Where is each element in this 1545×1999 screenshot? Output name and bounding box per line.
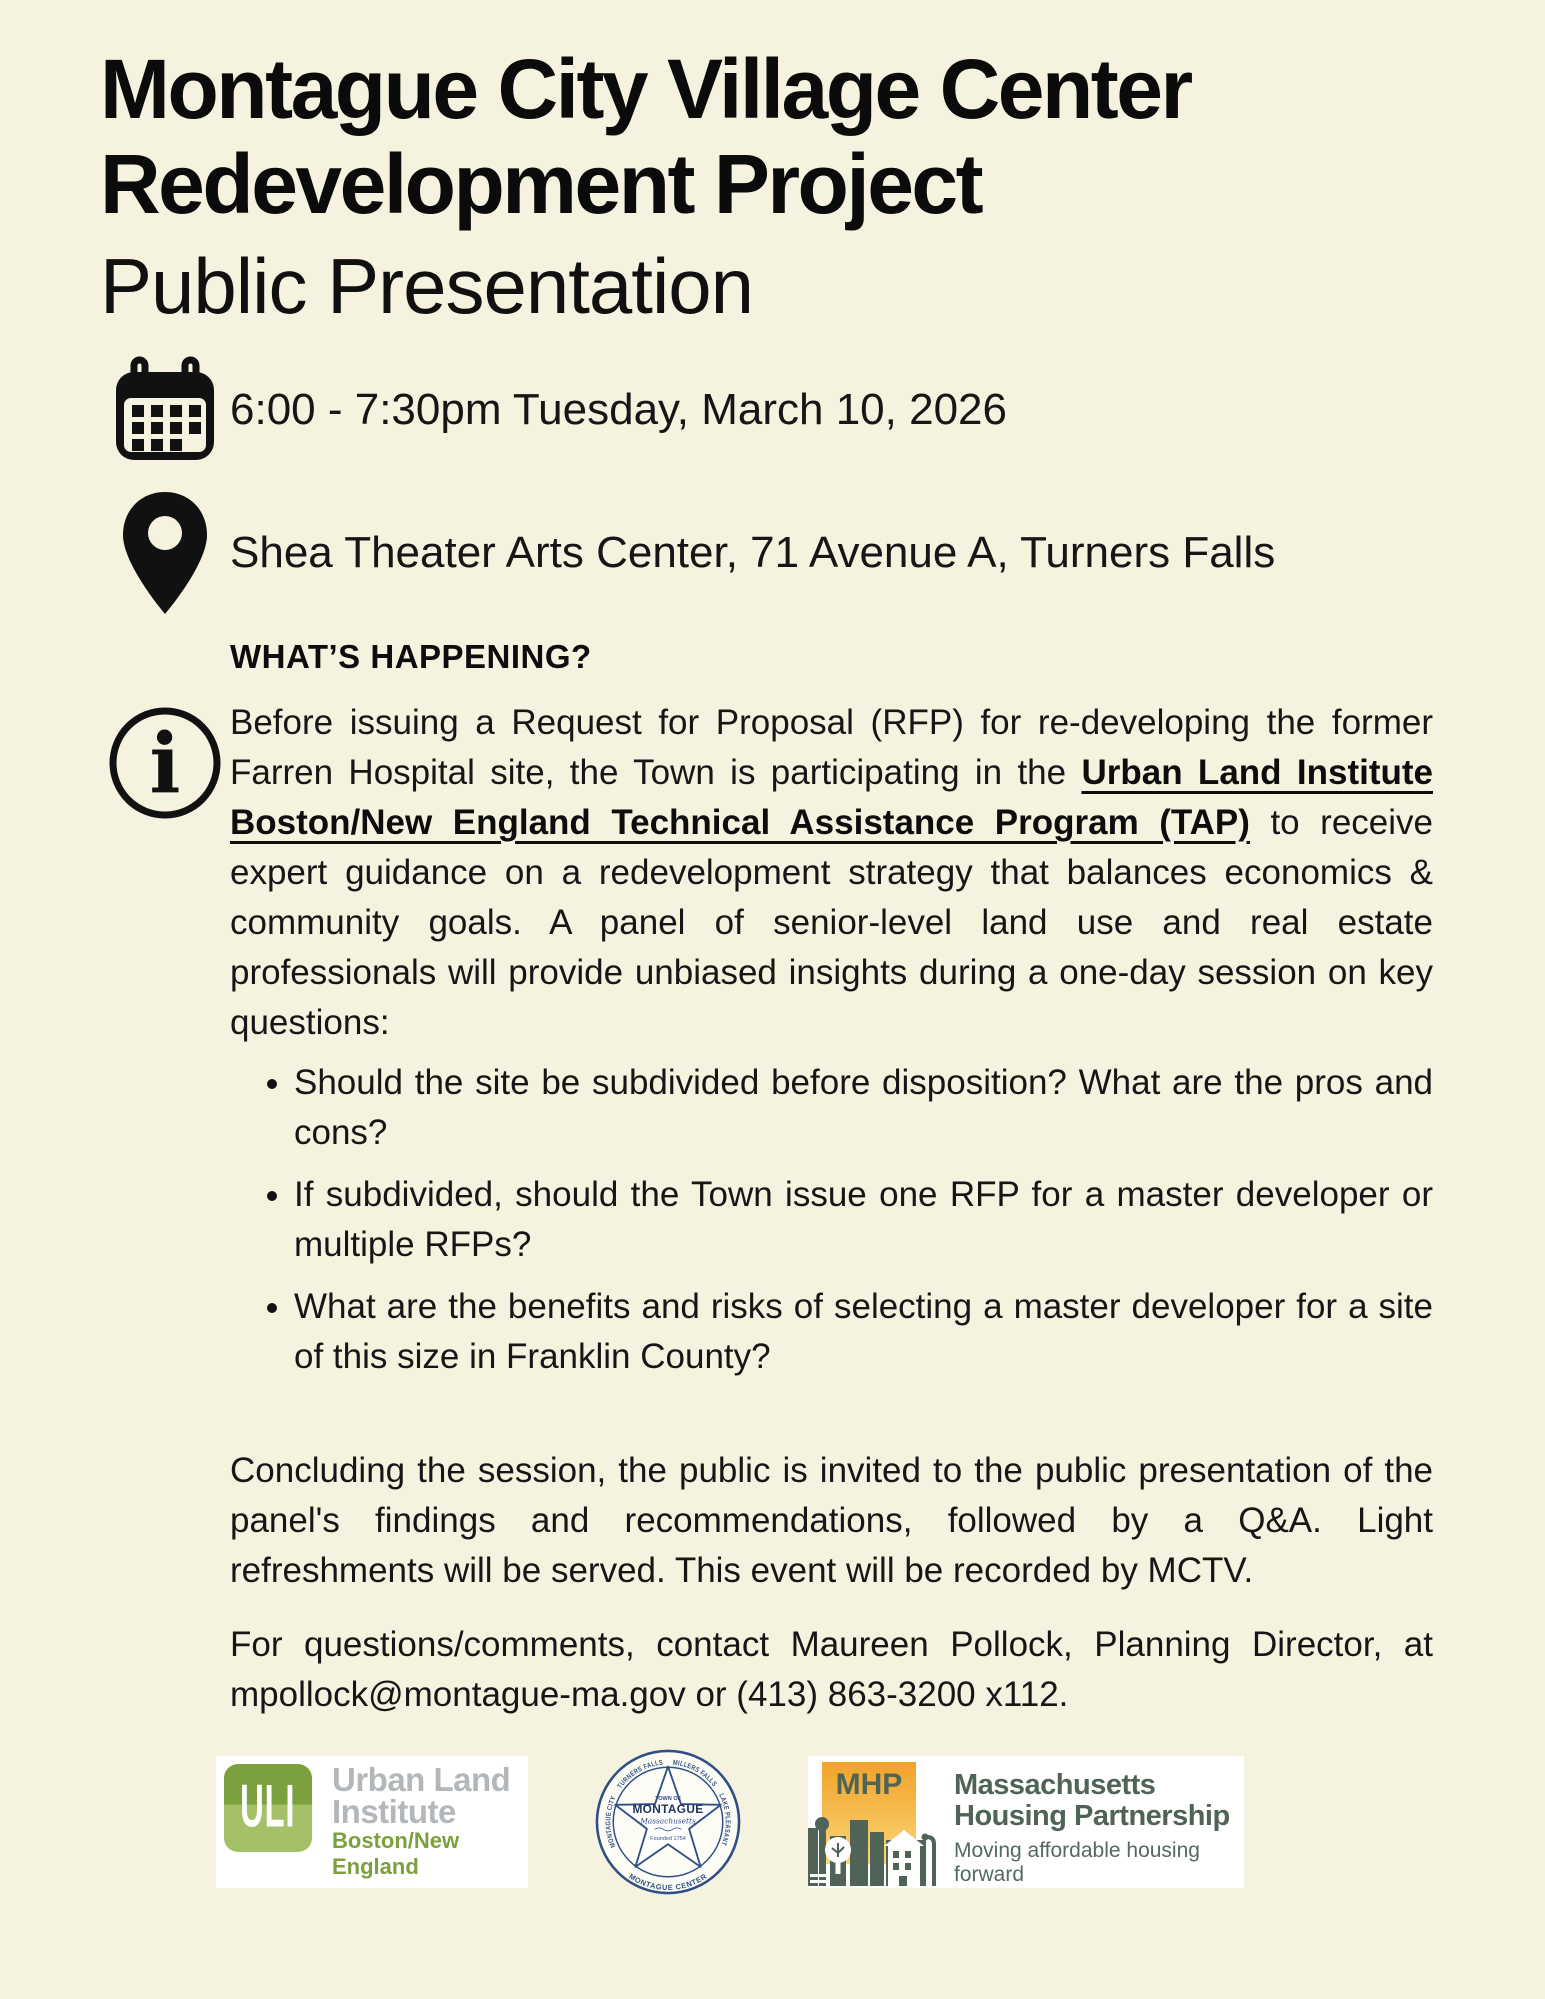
logos-row: [216, 1748, 1433, 1896]
intro-text-before: Before issuing a Request for Proposal (RFP) for re-developing the former Farren Hospital site, the Town is participating in the: [230, 702, 1433, 792]
title-line-1: Montague City Village Center: [100, 42, 1191, 136]
page-title: [100, 42, 1433, 232]
list-item: • What are the benefits and risks of selecting a master developer for a site of this size in Franklin County?: [294, 1282, 1433, 1382]
section-heading: WHAT’S HAPPENING?: [230, 637, 592, 675]
tap-program-link[interactable]: Urban Land Institute Boston/New England Technical Assistance Program (TAP): [230, 752, 1433, 842]
title-line-2: Redevelopment Project: [100, 136, 982, 231]
mhp-name: Massachusetts Housing Partnership: [954, 1768, 1230, 1832]
info-section: [100, 698, 1433, 1394]
uli-region: Boston/New England: [332, 1828, 460, 1880]
map-pin-icon: [115, 484, 215, 622]
event-datetime: 6:00 - 7:30pm Tuesday, March 10, 2026: [230, 384, 1007, 434]
closing-paragraph: Concluding the session, the public is invited to the public presentation of the panel's findings and recommendations, followed by a Q&A. Light refreshments will be served. This event will be recorded by MCTV.: [230, 1450, 1433, 1590]
datetime-row: [100, 356, 1433, 464]
event-location: Shea Theater Arts Center, 71 Avenue A, Turners Falls: [230, 527, 1276, 577]
contact-paragraph: For questions/comments, contact Maureen Pollock, Planning Director, at mpollock@montague-ma.gov or (413) 863-3200 x112.: [230, 1624, 1433, 1714]
info-icon: [106, 704, 224, 822]
seal-center-founded: Founded 1754: [650, 1835, 686, 1842]
uli-mark: [224, 1764, 312, 1852]
list-item: • If subdivided, should the Town issue one RFP for a master developer or multiple RFPs?: [294, 1170, 1433, 1270]
key-questions-list: [230, 1058, 1433, 1382]
seal-center-name: MONTAGUE: [632, 1801, 704, 1816]
uli-logo: [216, 1756, 528, 1888]
montague-town-seal: [594, 1748, 742, 1896]
seal-ring-text: MONTAGUE CITY TURNERS FALLS MILLERS FALLS LAKE PLEASANT: [605, 1758, 731, 1848]
seal-center-state: Massachusetts: [640, 1815, 696, 1825]
uli-name: Urban Land Institute: [332, 1760, 511, 1830]
city-skyline-icon: [808, 1810, 944, 1886]
mhp-tagline: Moving affordable housing forward: [954, 1839, 1200, 1887]
list-item: • Should the site be subdivided before disposition? What are the pros and cons?: [294, 1058, 1433, 1158]
intro-paragraph: [230, 698, 1433, 1048]
seal-center-top: TOWN OF: [654, 1795, 682, 1802]
calendar-icon: [113, 356, 217, 464]
svg-text:i: i: [149, 715, 181, 812]
mhp-acronym: MHP: [835, 1767, 903, 1801]
uli-acronym: ULI: [240, 1773, 296, 1840]
mhp-logo: [808, 1756, 1244, 1888]
intro-text-after: to receive expert guidance on a redevelopment strategy that balances economics & community goals. A panel of senior-level land use and real estate professionals will provide unbiased insights during a one-day session on key questions:: [230, 802, 1434, 1042]
location-row: [100, 484, 1433, 622]
page-subtitle: Public Presentation: [100, 241, 754, 330]
seal-ring-bottom-text: MONTAGUE CENTER: [627, 1871, 709, 1892]
